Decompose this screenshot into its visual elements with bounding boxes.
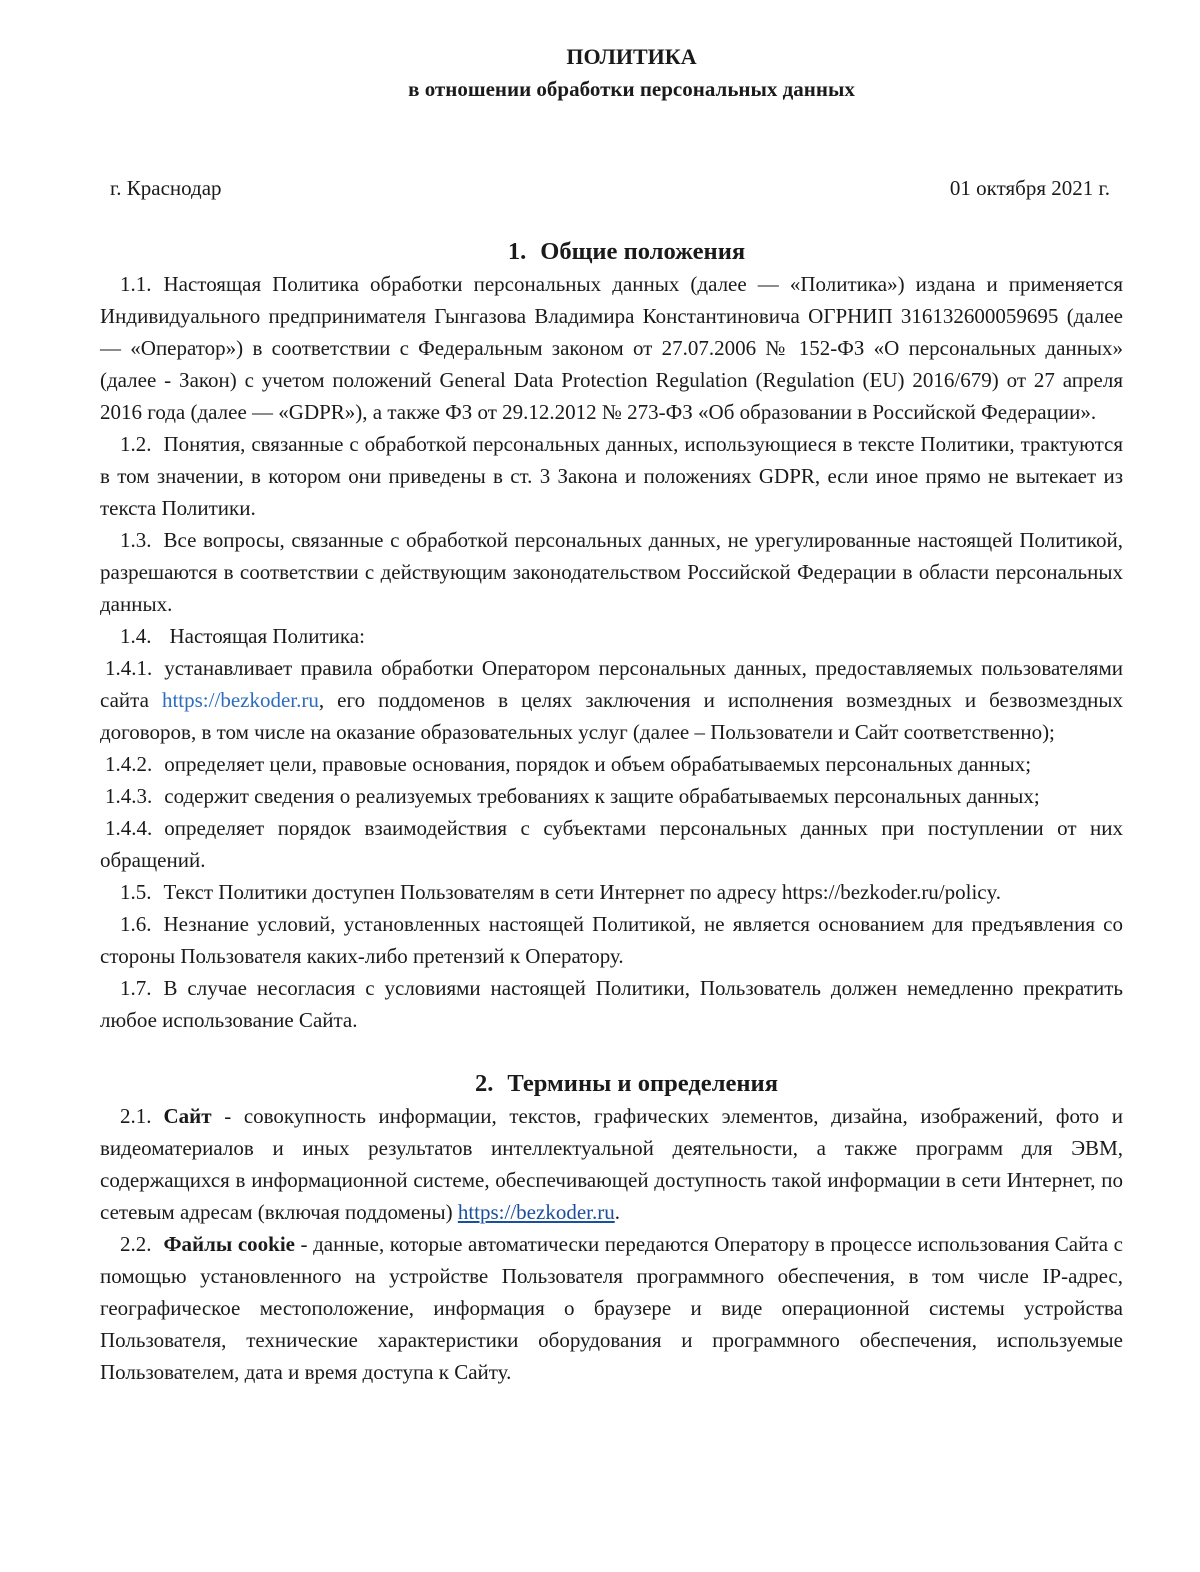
section-2-heading <box>100 1068 1123 1100</box>
paragraph-number: 1.4.3. <box>105 784 153 808</box>
paragraph-number: 1.1. <box>120 272 152 296</box>
paragraph-number: 1.6. <box>120 912 152 936</box>
paragraph-text: Текст Политики доступен Пользователям в сети Интернет по адресу https://bezkoder.ru/policy. <box>163 880 1002 904</box>
paragraph-number: 1.4. <box>120 624 152 648</box>
defined-term: Файлы cookie <box>163 1232 296 1256</box>
site-link[interactable]: https://bezkoder.ru <box>457 1200 615 1224</box>
paragraph-1-3 <box>100 524 1123 620</box>
paragraph-number: 1.5. <box>120 880 152 904</box>
paragraph-text: Настоящая Политика: <box>169 624 365 648</box>
paragraph-number: 1.3. <box>120 528 152 552</box>
paragraph-number: 2.2. <box>120 1232 152 1256</box>
paragraph-1-4-3 <box>100 780 1123 812</box>
paragraph-number: 1.7. <box>120 976 152 1000</box>
document-subtitle: в отношении обработки персональных данных <box>408 77 855 101</box>
paragraph-text: определяет порядок взаимодействия с субъектами персональных данных при поступлении от них обращений. <box>100 816 1123 872</box>
paragraph-text: Понятия, связанные с обработкой персональных данных, использующиеся в тексте Политики, трактуются в том значении, в котором они приведены в ст. 3 Закона и положениях GDPR, если иное прямо не вытекает из текста Политики. <box>100 432 1123 520</box>
paragraph-text: В случае несогласия с условиями настоящей Политики, Пользователь должен немедленно прекратить любое использование Сайта. <box>100 976 1123 1032</box>
section-1-heading <box>100 236 1123 268</box>
paragraph-1-4-1 <box>100 652 1123 748</box>
document-title: ПОЛИТИКА <box>566 44 697 69</box>
section-number: 2. <box>475 1070 494 1097</box>
paragraph-text: Настоящая Политика обработки персональных данных (далее — «Политика») издана и применяется Индивидуального предпринимателя Гынгазова Владимира Константиновича ОГРНИП 316132600059695 (далее — «Оператор») в соответствии с Федеральным законом от 27.07.2006 № 152-ФЗ «О персональных данных» (далее - Закон) с учетом положений General Data Protection Regulation (Regulation (EU) 2016/679) от 27 апреля 2016 года (далее — «GDPR»), а также ФЗ от 29.12.2012 № 273-ФЗ «Об образовании в Российской Федерации». <box>100 272 1123 424</box>
paragraph-text-end: . <box>614 1200 620 1224</box>
paragraph-1-4-2 <box>100 748 1123 780</box>
paragraph-text: содержит сведения о реализуемых требованиях к защите обрабатываемых персональных данных; <box>164 784 1040 808</box>
paragraph-number: 2.1. <box>120 1104 152 1128</box>
paragraph-text: определяет цели, правовые основания, порядок и объем обрабатываемых персональных данных; <box>164 752 1032 776</box>
paragraph-text: - совокупность информации, текстов, графических элементов, дизайна, изображений, фото и видеоматериалов и иных результатов интеллектуальной деятельности, а также программ для ЭВМ, содержащихся в информационной системе, обеспечивающей доступность такой информации в сети Интернет, по сетевым адресам (включая поддомены) <box>100 1104 1123 1224</box>
paragraph-1-6 <box>100 908 1123 972</box>
section-number: 1. <box>507 238 527 265</box>
paragraph-1-4 <box>100 620 1123 652</box>
paragraph-number: 1.4.1. <box>105 656 153 680</box>
paragraph-number: 1.4.2. <box>105 752 153 776</box>
section-title: Общие положения <box>540 238 746 265</box>
document-page <box>100 40 1123 1388</box>
paragraph-2-2 <box>100 1228 1123 1388</box>
paragraph-2-1 <box>100 1100 1123 1228</box>
document-place: г. Краснодар <box>110 176 222 200</box>
paragraph-1-2 <box>100 428 1123 524</box>
paragraph-number: 1.4.4. <box>105 816 153 840</box>
paragraph-text-continued: , его поддоменов в целях заключения и исполнения возмездных и безвозмездных договоров, в том числе на оказание образовательных услуг (далее – Пользователи и Сайт соответственно); <box>100 688 1124 744</box>
place-date-row <box>100 172 1123 204</box>
paragraph-text: Все вопросы, связанные с обработкой персональных данных, не урегулированные настоящей Политикой, разрешаются в соответствии с действующим законодательством Российской Федерации в области персональных данных. <box>100 528 1123 616</box>
site-link[interactable]: https://bezkoder.ru <box>161 688 319 712</box>
paragraph-1-4-4 <box>100 812 1123 876</box>
paragraph-text: устанавливает правила обработки Оператором персональных данных, предоставляемых пользователями сайта <box>100 656 1123 712</box>
paragraph-text: - данные, которые автоматически передаются Оператору в процессе использования Сайта с помощью установленного на устройстве Пользователя программного обеспечения, в том числе IP-адрес, географическое местоположение, информация о браузере и виде операционной системы устройства Пользователя, технические характеристики оборудования и программного обеспечения, используемые Пользователем, дата и время доступа к Сайту. <box>100 1232 1123 1384</box>
defined-term: Сайт <box>163 1104 212 1128</box>
paragraph-1-7 <box>100 972 1123 1036</box>
paragraph-number: 1.2. <box>120 432 152 456</box>
document-date: 01 октября 2021 г. <box>949 176 1110 200</box>
section-title: Термины и определения <box>507 1070 778 1097</box>
paragraph-1-5 <box>100 876 1123 908</box>
paragraph-1-1 <box>100 268 1123 428</box>
paragraph-text: Незнание условий, установленных настоящей Политикой, не является основанием для предъявления со стороны Пользователя каких-либо претензий к Оператору. <box>100 912 1123 968</box>
